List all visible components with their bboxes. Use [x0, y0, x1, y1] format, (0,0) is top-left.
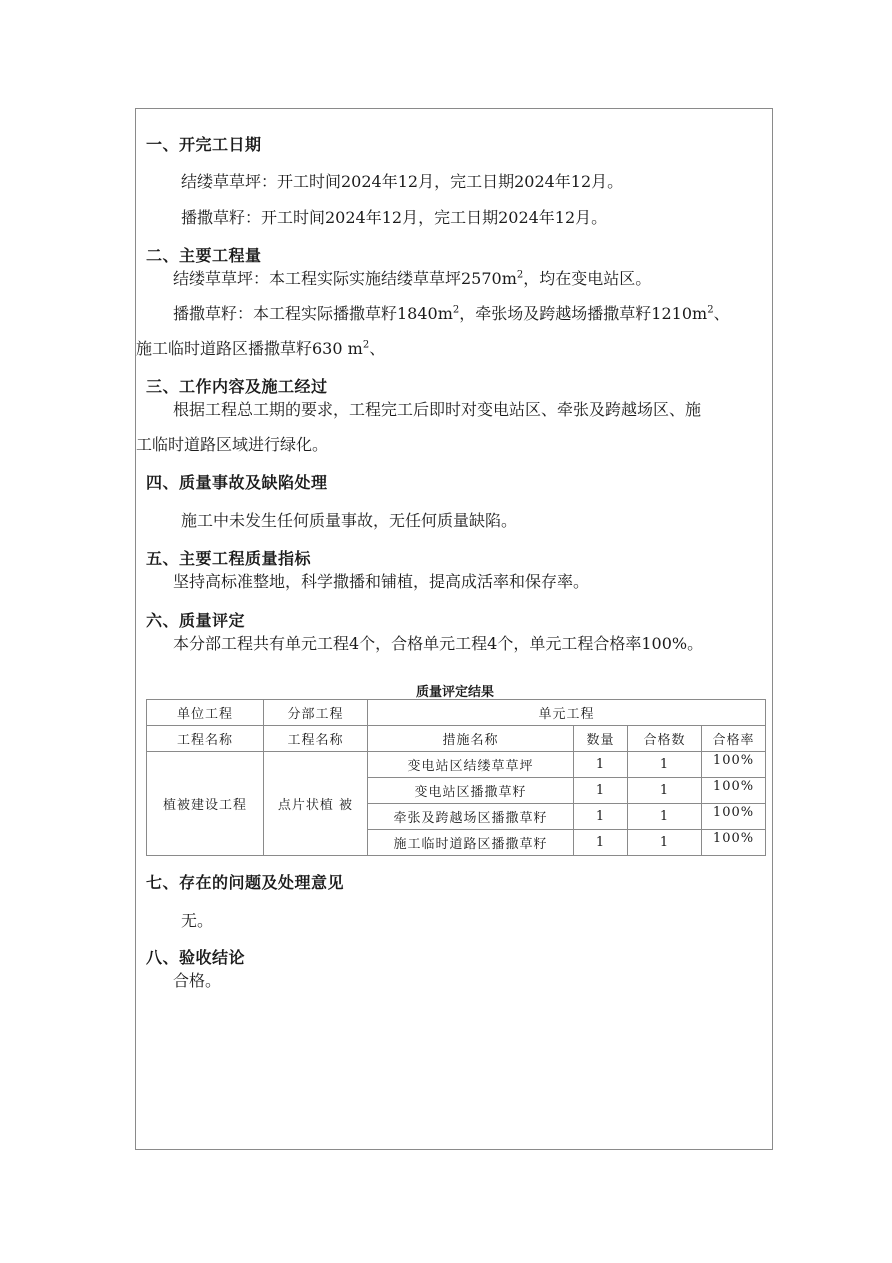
sub-project-cell: 点片状植 被: [264, 752, 368, 856]
section-4-line-1: 施工中未发生任何质量事故，无任何质量缺陷。: [181, 511, 518, 530]
section-3-line-1: 根据工程总工期的要求，工程完工后即时对变电站区、牵张及跨越场区、施: [173, 400, 702, 419]
section-8-line-1: 合格。: [173, 971, 222, 990]
measure-cell: 变电站区播撒草籽: [368, 778, 574, 804]
header-unit-works: 单元工程: [368, 700, 766, 726]
document-frame: [135, 108, 773, 1150]
header-quantity: 数量: [574, 726, 628, 752]
measure-cell: 变电站区结缕草草坪: [368, 752, 574, 778]
header-sub-project: 分部工程: [264, 700, 368, 726]
measure-cell: 施工临时道路区播撒草籽: [368, 830, 574, 856]
quantity-cell: 1: [574, 804, 628, 830]
rate-cell: 100%: [702, 804, 766, 830]
qualified-cell: 1: [628, 752, 702, 778]
table-row: [147, 752, 766, 778]
section-8-heading: 八、验收结论: [146, 948, 246, 967]
section-3-heading: 三、工作内容及施工经过: [146, 377, 328, 396]
qualified-cell: 1: [628, 778, 702, 804]
section-4-heading: 四、质量事故及缺陷处理: [146, 473, 328, 492]
rate-cell: 100%: [702, 830, 766, 856]
section-2-heading: 二、主要工程量: [146, 246, 262, 265]
header-measure-name: 措施名称: [368, 726, 574, 752]
section-2-line-2: 播撒草籽：本工程实际播撒草籽$1840m^2$，牵张场及跨越场播撒草籽$1210m^2$、: [173, 304, 730, 323]
section-5-heading: 五、主要工程质量指标: [146, 549, 312, 568]
measure-cell: 牵张及跨越场区播撒草籽: [368, 804, 574, 830]
quantity-cell: 1: [574, 752, 628, 778]
table-title: 质量评定结果: [415, 685, 494, 700]
qualified-cell: 1: [628, 804, 702, 830]
section-5-line-1: 坚持高标准整地，科学撒播和铺植，提高成活率和保存率。: [173, 572, 590, 591]
section-1-line-2: 播撒草籽：开工时间2024年12月，完工日期2024年12月。: [181, 208, 608, 227]
qualified-cell: 1: [628, 830, 702, 856]
header-project-name-2: 工程名称: [264, 726, 368, 752]
section-6-heading: 六、质量评定: [146, 611, 246, 630]
rate-cell: 100%: [702, 752, 766, 778]
section-7-line-1: 无。: [181, 911, 214, 930]
table-header-row-2: [147, 726, 766, 752]
rate-cell: 100%: [702, 778, 766, 804]
quantity-cell: 1: [574, 830, 628, 856]
header-qualified-count: 合格数: [628, 726, 702, 752]
unit-project-cell: 植被建设工程: [147, 752, 264, 856]
table-header-row-1: [147, 700, 766, 726]
header-qualified-rate: 合格率: [702, 726, 766, 752]
section-3-line-2: 工临时道路区域进行绿化。: [136, 435, 329, 454]
section-7-heading: 七、存在的问题及处理意见: [146, 873, 345, 892]
header-unit-project: 单位工程: [147, 700, 264, 726]
section-6-line-1: 本分部工程共有单元工程4个，合格单元工程4个，单元工程合格率100%。: [173, 634, 704, 653]
section-1-line-1: 结缕草草坪：开工时间2024年12月，完工日期2024年12月。: [181, 172, 624, 191]
section-2-line-1: 结缕草草坪：本工程实际实施结缕草草坪$2570m^2$，均在变电站区。: [173, 269, 652, 288]
header-project-name-1: 工程名称: [147, 726, 264, 752]
quantity-cell: 1: [574, 778, 628, 804]
section-1-heading: 一、开完工日期: [146, 135, 262, 154]
section-2-line-3: 施工临时道路区播撒草籽630 $m^2$、: [136, 339, 386, 358]
quality-evaluation-table: [146, 699, 766, 856]
